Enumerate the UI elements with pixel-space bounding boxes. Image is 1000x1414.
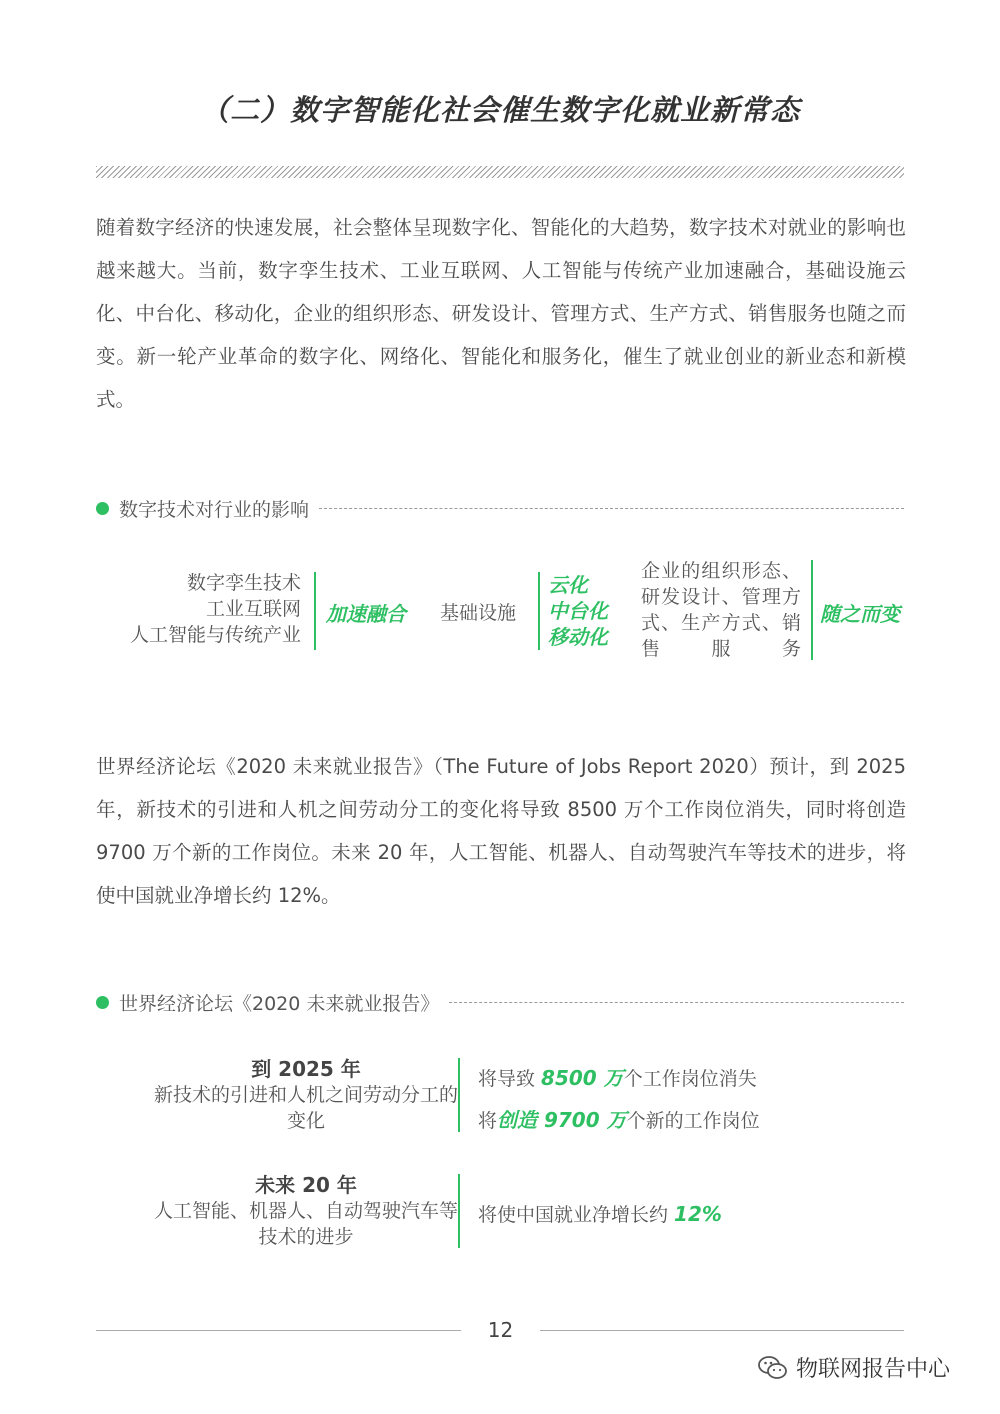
result-highlight: 创造 9700 万 — [497, 1108, 627, 1132]
forecast-20-years-block — [146, 1172, 466, 1250]
result-text: 将使中国就业净增长约 — [478, 1204, 675, 1226]
wechat-icon — [758, 1355, 788, 1381]
result-text: 个工作岗位消失 — [623, 1068, 757, 1090]
section-heading-industry-impact — [96, 496, 904, 520]
dashed-rule — [449, 1002, 904, 1003]
infrastructure-label: 基础设施 — [440, 602, 517, 624]
result-highlight: 8500 万 — [541, 1066, 624, 1090]
industry-impact-diagram — [96, 558, 904, 668]
intro-paragraph: 随着数字经济的快速发展，社会整体呈现数字化、智能化的大趋势，数字技术对就业的影响也越来越大。当前，数字孪生技术、工业互联网、人工智能与传统产业加速融合，基础设施云化、中台化、移动化，企业的组织形态、研发设计、管理方式、生产方式、销售服务也随之而变。新一轮产业革命的数字化、网络化、智能化和服务化，催生了就业创业的新业态和新模式。 — [96, 216, 906, 411]
watermark — [758, 1352, 950, 1383]
page-number: 12 — [487, 1318, 514, 1342]
result-highlight: 12% — [674, 1202, 722, 1226]
result-item: 移动化 — [548, 625, 608, 649]
tech-list — [96, 570, 301, 648]
forecast-desc: 新技术的引进和人机之间劳动分工的变化 — [153, 1084, 458, 1132]
hatched-divider — [96, 166, 904, 178]
footer-rule-left — [96, 1330, 461, 1331]
tech-item: 数字孪生技术 — [186, 572, 301, 594]
wef-forecast-diagram — [96, 1050, 904, 1260]
page-title: （二）数字智能化社会催生数字化就业新常态 — [199, 93, 800, 127]
forecast-year: 未来 20 年 — [255, 1173, 357, 1197]
divider-line — [314, 572, 316, 650]
tech-item: 人工智能与传统产业 — [129, 624, 301, 646]
enterprise-aspects-text: 企业的组织形态、研发设计、管理方式、生产方式、销售服务 — [641, 560, 801, 660]
section-heading-wef-report — [96, 990, 904, 1014]
report-paragraph: 世界经济论坛《2020 未来就业报告》（The Future of Jobs Report 2020）预计，到 2025 年，新技术的引进和人机之间劳动分工的变化将导致 8500 万个工作岗位消失，同时将创造 9700 万个新的工作岗位。未来 20 年，人工智能、机器人、自动驾驶汽车等技术的进步，将使中国就业净增长约 12%。 — [96, 755, 906, 907]
result-accelerate-fusion: 加速融合 — [326, 602, 406, 626]
result-change-accordingly: 随之而变 — [820, 602, 900, 626]
divider-line — [811, 560, 813, 660]
section-heading-label: 数字技术对行业的影响 — [119, 498, 310, 521]
watermark-text: 物联网报告中心 — [796, 1357, 951, 1382]
bullet-dot-icon — [96, 502, 109, 515]
dashed-rule — [319, 508, 904, 509]
forecast-jobs-lost — [478, 1062, 757, 1091]
tech-item: 工业互联网 — [205, 598, 301, 620]
forecast-jobs-created — [478, 1104, 760, 1133]
forecast-2025-block — [146, 1056, 466, 1134]
result-text: 个新的工作岗位 — [626, 1110, 760, 1132]
forecast-year: 到 2025 年 — [251, 1057, 361, 1081]
result-item: 中台化 — [548, 599, 608, 623]
result-item: 云化 — [548, 573, 588, 597]
forecast-net-growth — [478, 1200, 722, 1227]
divider-line — [458, 1174, 460, 1248]
footer-rule-right — [540, 1330, 904, 1331]
divider-line — [458, 1058, 460, 1132]
result-text: 将 — [478, 1110, 498, 1132]
forecast-desc: 人工智能、机器人、自动驾驶汽车等技术的进步 — [153, 1200, 458, 1248]
divider-line — [538, 572, 540, 650]
infrastructure-results — [548, 572, 608, 650]
result-text: 将导致 — [478, 1068, 542, 1090]
section-heading-label: 世界经济论坛《2020 未来就业报告》 — [119, 992, 440, 1015]
bullet-dot-icon — [96, 996, 109, 1009]
